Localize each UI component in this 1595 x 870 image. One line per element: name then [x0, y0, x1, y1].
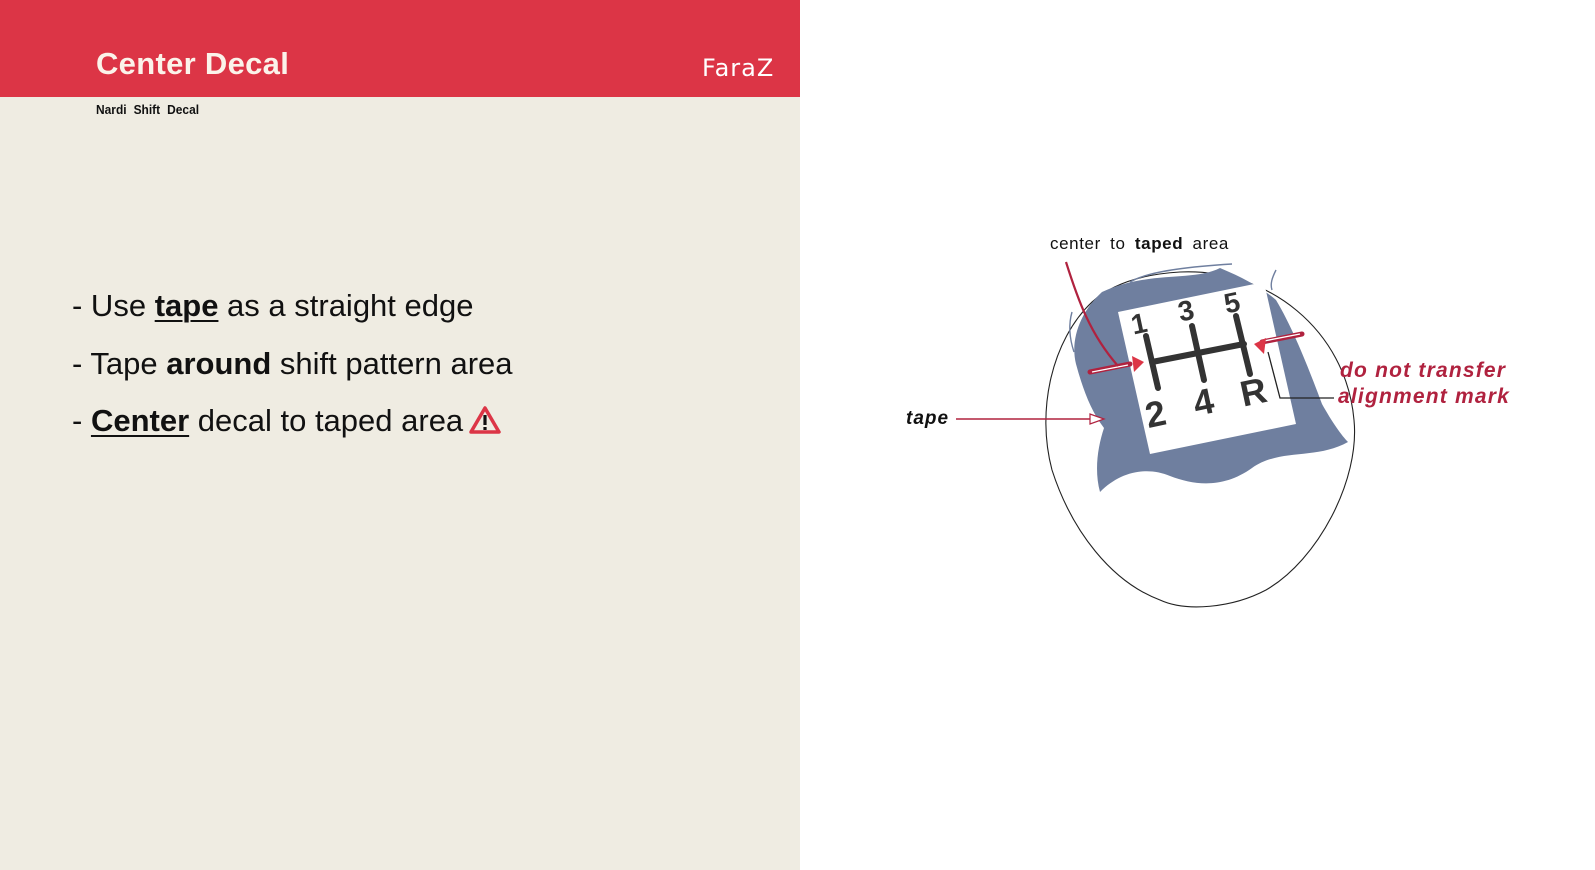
warning-label-line-1: do not transfer: [1340, 359, 1507, 382]
gear-label: 1: [1128, 306, 1150, 341]
instruction-emphasis: Center: [90, 403, 190, 438]
gear-label: 2: [1141, 391, 1170, 436]
tape-label: tape: [906, 408, 950, 429]
gear-label: 3: [1175, 293, 1197, 328]
instruction-item: - Tape around shift pattern area: [72, 345, 513, 381]
warning-icon: [469, 405, 501, 435]
center-label: center to taped area: [1050, 234, 1229, 253]
gear-label: 5: [1221, 285, 1243, 320]
brand-logo: FaraZ: [702, 54, 775, 82]
page-title: Center Decal: [96, 46, 290, 81]
warning-label-line-2: alignment mark: [1338, 385, 1511, 408]
shift-knob-diagram: [800, 0, 1595, 870]
gear-label: R: [1236, 369, 1271, 415]
instruction-list: [72, 286, 513, 459]
instruction-item: - Center decal to taped area: [72, 401, 513, 459]
instruction-item: - Use tape as a straight edge: [72, 288, 474, 323]
instruction-emphasis: around: [166, 345, 272, 381]
instruction-emphasis: tape: [154, 288, 219, 323]
gear-label: 4: [1189, 379, 1218, 424]
decal-square: [1118, 282, 1296, 454]
header-bar: [0, 0, 800, 97]
subtitle: Nardi Shift Decal: [96, 102, 200, 117]
